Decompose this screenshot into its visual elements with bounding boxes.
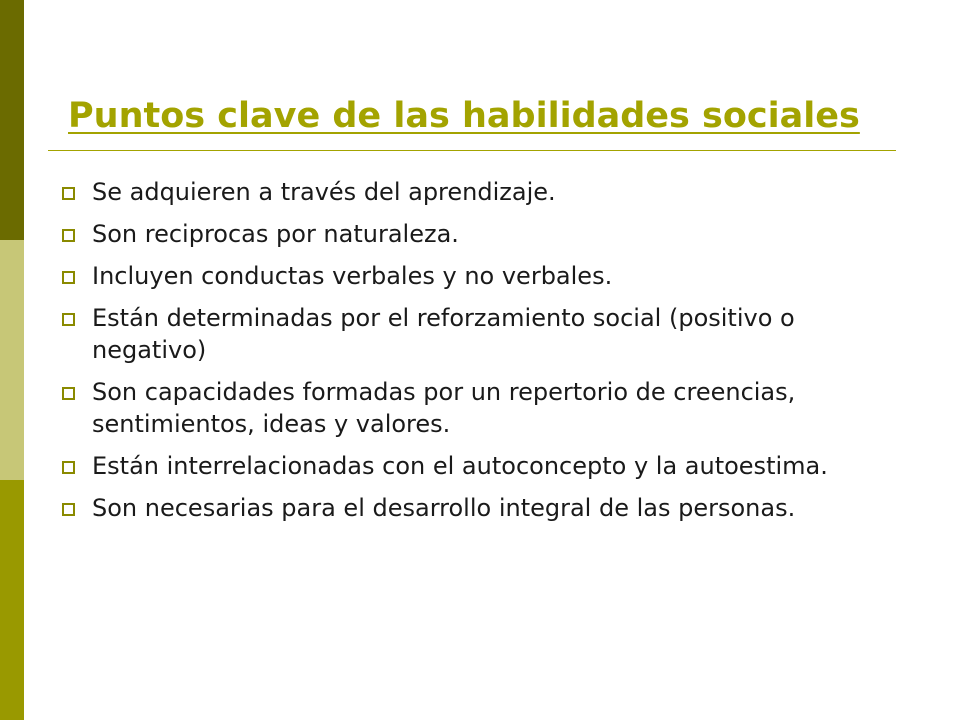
square-bullet-icon xyxy=(62,503,75,516)
bullet-text: Son reciprocas por naturaleza. xyxy=(92,220,459,248)
decorative-bar-bottom xyxy=(0,480,24,720)
bullet-item xyxy=(62,450,892,482)
bullet-text: Son capacidades formadas por un repertorio de creencias, sentimientos, ideas y valores. xyxy=(92,378,796,438)
bullet-item xyxy=(62,176,892,208)
square-bullet-icon xyxy=(62,387,75,400)
bullet-item xyxy=(62,302,892,366)
decorative-bar-top xyxy=(0,0,24,240)
square-bullet-icon xyxy=(62,187,75,200)
bullet-text: Son necesarias para el desarrollo integral de las personas. xyxy=(92,494,796,522)
bullet-text: Están interrelacionadas con el autoconcepto y la autoestima. xyxy=(92,452,828,480)
bullet-text: Se adquieren a través del aprendizaje. xyxy=(92,178,556,206)
bullet-text: Incluyen conductas verbales y no verbales. xyxy=(92,262,613,290)
decorative-bar-middle xyxy=(0,240,24,480)
bullet-item xyxy=(62,492,892,524)
title-divider xyxy=(48,150,896,151)
square-bullet-icon xyxy=(62,271,75,284)
square-bullet-icon xyxy=(62,461,75,474)
square-bullet-icon xyxy=(62,313,75,326)
bullet-item xyxy=(62,376,892,440)
square-bullet-icon xyxy=(62,229,75,242)
bullet-list xyxy=(62,176,892,534)
bullet-item xyxy=(62,260,892,292)
slide-title: Puntos clave de las habilidades sociales xyxy=(68,96,860,136)
bullet-item xyxy=(62,218,892,250)
bullet-text: Están determinadas por el reforzamiento social (positivo o negativo) xyxy=(92,304,795,364)
